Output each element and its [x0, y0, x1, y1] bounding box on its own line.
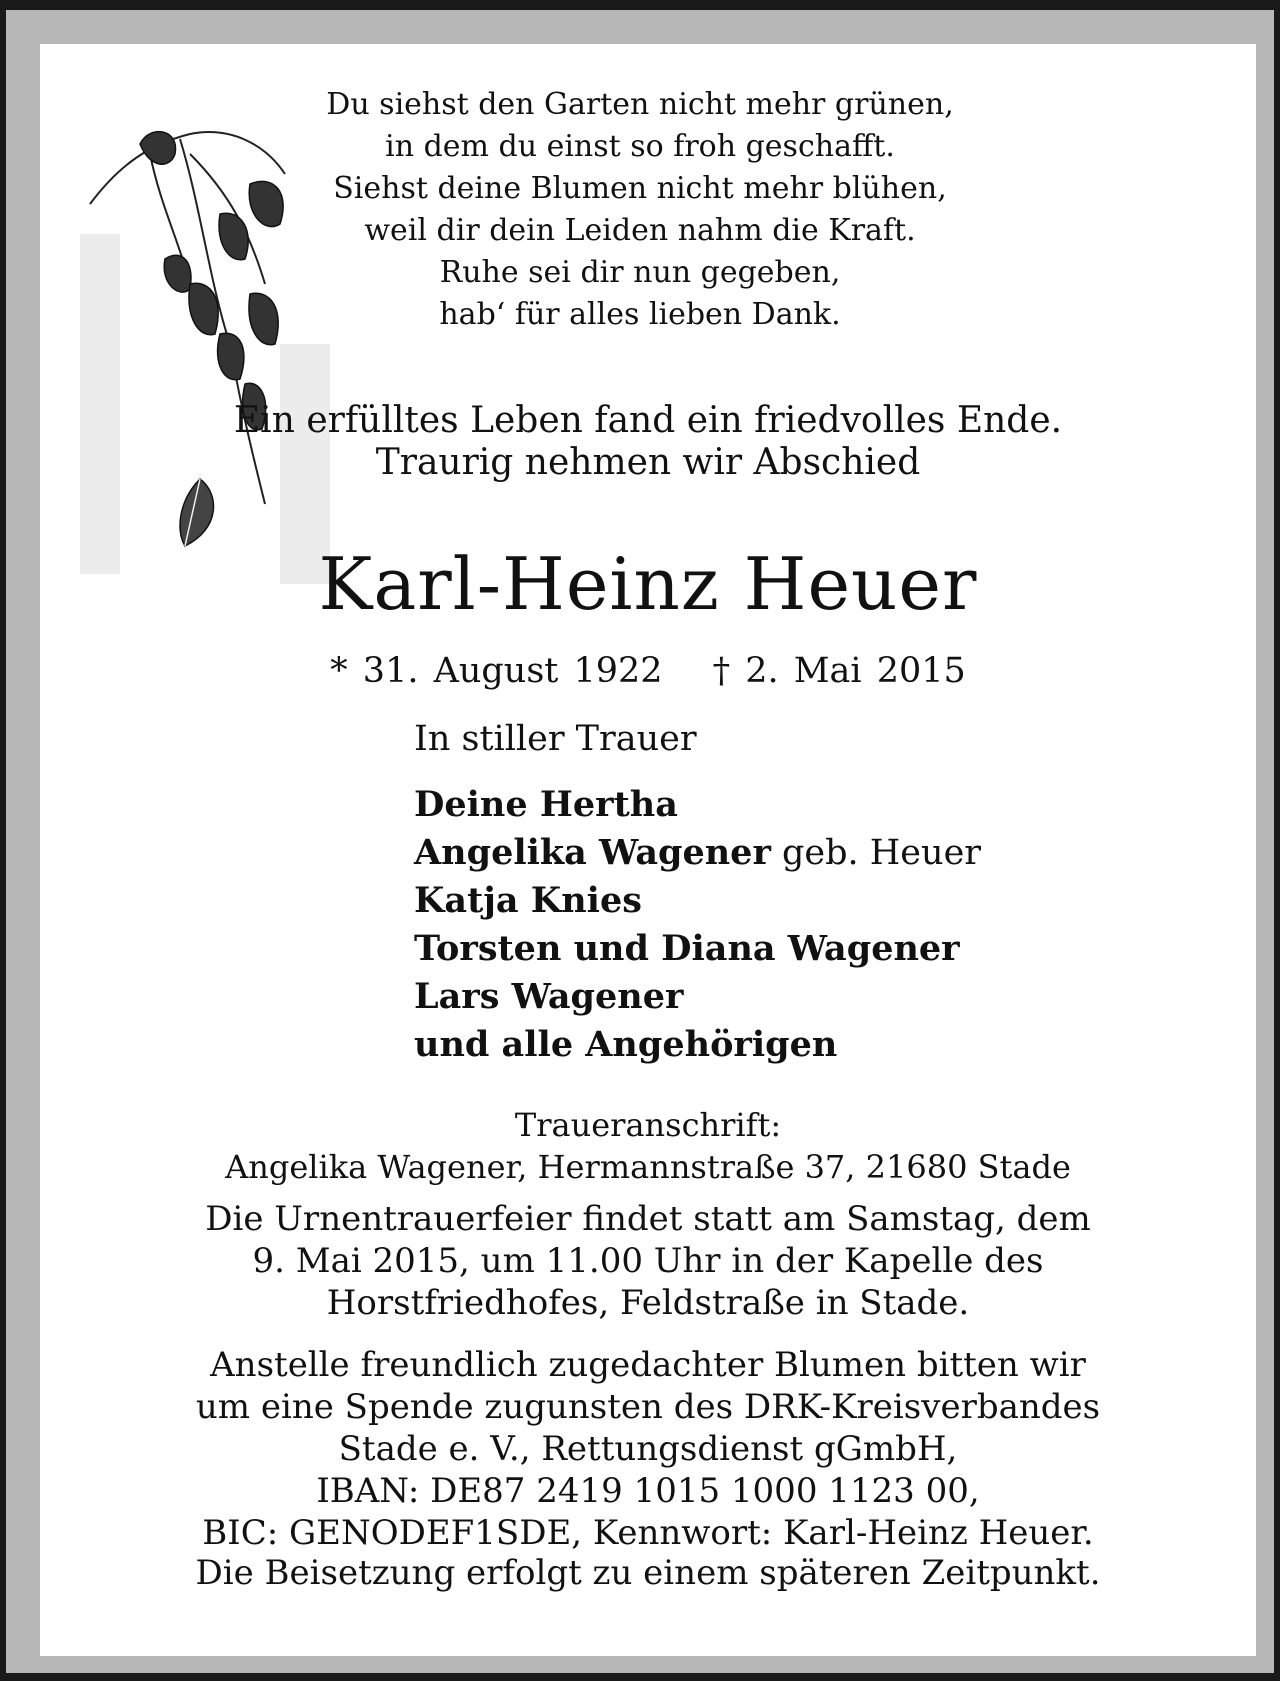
ceremony-notice [40, 1198, 1256, 1324]
poem-line: hab‘ für alles lieben Dank. [439, 297, 841, 332]
address-line: Angelika Wagener, Hermannstraße 37, 21680 Stade [225, 1148, 1071, 1186]
intro-line: Traurig nehmen wir Abschied [375, 442, 921, 483]
mourner-name: Torsten und Diana Wagener [414, 928, 960, 969]
burial-notice: Die Beisetzung erfolgt zu einem späteren Zeitpunkt. [195, 1553, 1101, 1593]
life-dates [40, 650, 1256, 692]
mourner-name: Deine Hertha [414, 784, 678, 825]
donation-line: Stade e. V., Rettungsdienst gGmbH, [338, 1429, 958, 1469]
donation-line: um eine Spende zugunsten des DRK-Kreisverbandes [195, 1387, 1101, 1427]
intro-line: Ein erfülltes Leben fand ein friedvolles Ende. [233, 400, 1063, 441]
death-date: † 2. Mai 2015 [712, 651, 966, 691]
donation-line: BIC: GENODEF1SDE, Kennwort: Karl-Heinz Heuer. [202, 1513, 1094, 1553]
donation-notice [40, 1344, 1256, 1554]
poem-line: Du siehst den Garten nicht mehr grünen, [326, 87, 954, 122]
poem-line: Ruhe sei dir nun gegeben, [439, 255, 841, 290]
poem-line: weil dir dein Leiden nahm die Kraft. [364, 213, 916, 248]
mourner-name: Angelika Wagener geb. Heuer [414, 832, 982, 873]
ceremony-line: Horstfriedhofes, Feldstraße in Stade. [326, 1283, 970, 1323]
mourner-name: und alle Angehörigen [414, 1024, 838, 1065]
poem-line: in dem du einst so froh geschafft. [385, 129, 895, 164]
obituary-page [40, 44, 1256, 1656]
donation-line: Anstelle freundlich zugedachter Blumen bitten wir [210, 1345, 1086, 1385]
mourners-lead: In stiller Trauer [414, 719, 697, 759]
poem-line: Siehst deine Blumen nicht mehr blühen, [333, 171, 947, 206]
ceremony-line: Die Urnentrauerfeier findet statt am Samstag, dem [205, 1199, 1091, 1239]
mourner-name: Katja Knies [414, 880, 642, 921]
intro-text [40, 400, 1256, 484]
ceremony-line: 9. Mai 2015, um 11.00 Uhr in der Kapelle des [252, 1241, 1044, 1281]
address-label: Traueranschrift: [514, 1106, 782, 1144]
outer-frame [6, 10, 1274, 1673]
poem [240, 84, 1040, 336]
mourner-name: Lars Wagener [414, 976, 684, 1017]
birth-date: * 31. August 1922 [330, 651, 663, 691]
deceased-name: Karl-Heinz Heuer [318, 542, 978, 626]
donation-line: IBAN: DE87 2419 1015 1000 1123 00, [316, 1471, 980, 1511]
mourning-address [40, 1104, 1256, 1188]
mourners-list [414, 716, 981, 1069]
